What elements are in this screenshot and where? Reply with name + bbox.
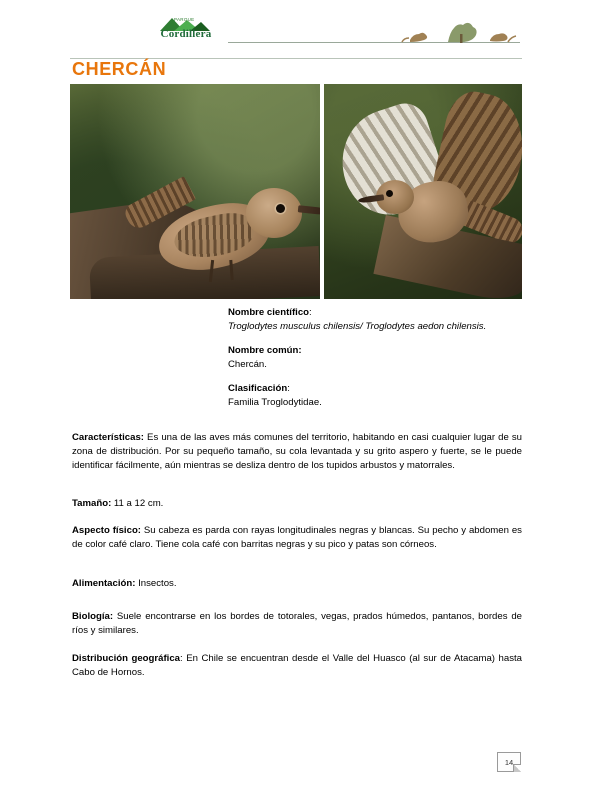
- chercan-wings-open-photo: [324, 84, 522, 299]
- caracteristicas-label: Características:: [72, 432, 144, 443]
- page-title: CHERCÁN: [72, 59, 167, 79]
- classification-value: Familia Troglodytidae.: [228, 396, 322, 408]
- alimentacion-label: Alimentación:: [72, 578, 136, 589]
- paragraph-aspecto-fisico: [72, 524, 522, 552]
- bird-eye: [386, 190, 393, 197]
- caracteristicas-text: Es una de las aves más comunes del territorio, habitando en casi cualquier lugar de su zona de distribución. Por su pequeño tamaño, su cola levantada y su grito aspero y fuerte, se le puede identificar fácilmente, aún mientras se desliza dentro de los tupidos arbustos y matorrales.: [72, 432, 522, 472]
- colon: :: [309, 307, 312, 318]
- distribucion-text: : En Chile se encuentran desde el Valle del Huasco (al sur de Atacama) hasta Cabo de Hornos.: [72, 653, 522, 679]
- logo-subtitle: PARQUE: [174, 17, 195, 22]
- paragraph-distribucion-geografica: [72, 652, 522, 680]
- parque-cordillera-logo: [144, 16, 228, 46]
- common-name-group: [228, 344, 522, 371]
- paragraph-alimentacion: [72, 577, 522, 591]
- aspecto-text: Su cabeza es parda con rayas longitudinales negras y blancas. Su pecho y abdomen es de color café claro. Tiene cola café con barritas negras y su pico y patas son córneos.: [72, 525, 522, 551]
- scientific-name-group: [228, 306, 522, 333]
- aspecto-label: Aspecto físico:: [72, 525, 141, 536]
- species-info-block: [228, 306, 522, 420]
- chercan-perched-photo: [70, 84, 320, 299]
- paragraph-biologia: [72, 610, 522, 638]
- page-header: [0, 14, 600, 52]
- alimentacion-text: Insectos.: [135, 578, 177, 589]
- colon: :: [287, 383, 290, 394]
- paragraph-caracteristicas: [72, 431, 522, 474]
- bird-eye: [276, 204, 285, 213]
- tamano-label: Tamaño:: [72, 498, 112, 509]
- bird-head: [246, 188, 302, 238]
- logo-wordmark: Cordillera: [160, 28, 212, 40]
- photo-row: [70, 84, 522, 299]
- scientific-name-label: Nombre científico: [228, 307, 310, 318]
- biologia-label: Biología:: [72, 611, 114, 622]
- common-name-value: Chercán.: [228, 358, 267, 370]
- tamano-text: 11 a 12 cm.: [111, 498, 164, 509]
- classification-label: Clasificación: [228, 383, 288, 394]
- biologia-text: Suele encontrarse en los bordes de totorales, vegas, prados húmedos, pantanos, bordes de ríos y similares.: [72, 611, 522, 637]
- classification-group: [228, 382, 522, 409]
- common-name-label: Nombre común:: [228, 345, 302, 356]
- scientific-name-value: Troglodytes musculus chilensis/ Troglodytes aedon chilensis.: [228, 320, 487, 332]
- distribucion-label: Distribución geográfica: [72, 653, 181, 664]
- page-number-badge: 14: [497, 752, 521, 772]
- tree-and-animals-icon: [390, 18, 520, 44]
- paragraph-tamano: [72, 497, 522, 511]
